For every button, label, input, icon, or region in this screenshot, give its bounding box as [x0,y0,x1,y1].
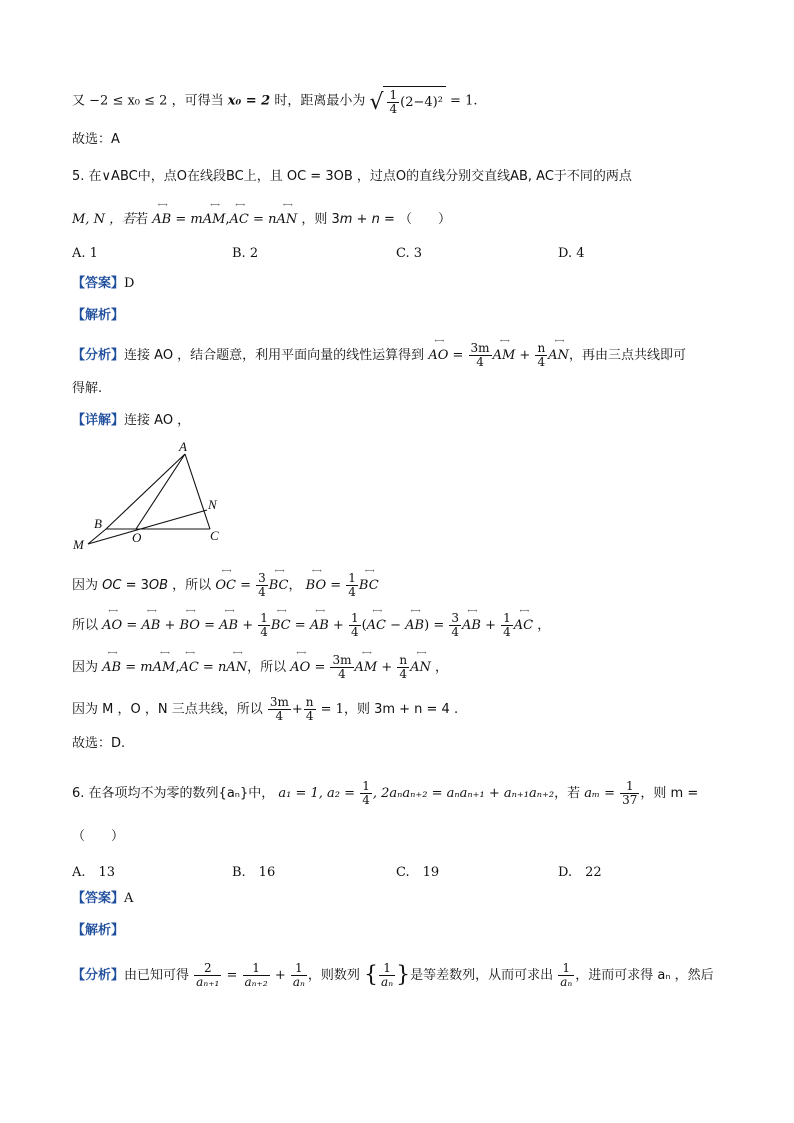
label-A: A [179,439,187,454]
q5-option-b: B. 2 [232,246,259,261]
label-B: B [94,516,102,531]
q6-option-c: C. 19 [396,865,440,880]
label-C: C [210,528,219,543]
q6-answer: 【答案】A [72,891,134,906]
q5-fenxi-cont: 得解. [72,381,103,396]
q6-option-a: A. 13 [72,865,116,880]
q5-choice: 故选：D. [72,736,126,751]
q5-detail-step2: 所以 ←→ AO = ←→ AB + ←→ BO = ←→ AB + $\frac{1}{4}$ ←→ BC = ←→ AB + $\frac{1}{4}$ (←→ AC − ←→ AB) = $\frac{3}{4}$ ←→ AB + $\frac{1}{4}$ ←→ AC ， [72,612,550,639]
q6-stem-line1: 6. 在各项均不为零的数列{aₙ}中， a₁ = 1, a₂ = $\frac{1}{4}$ , 2aₙaₙ₊₂ = aₙaₙ₊₁ + aₙ₊₁aₙ₊₂，若 aₘ = $\frac{1}{37}$ ，则 m = [72,779,699,808]
line-MN [88,510,207,544]
q4-choice: 故选：A [72,132,120,147]
q6-option-b: B. 16 [232,865,276,880]
q5-answer: 【答案】D [72,276,135,291]
side-AB [106,454,185,529]
q5-stem-line1: 5. 在∨ABC中，点O在线段BC上，且 OC = 3OB ，过点O的直线分别交直线AB, AC于不同的两点 [72,169,632,184]
q5-detail-step1: 因为 OC = 3OB ，所以 ←→ OC = $\frac{3}{4}$ ←→ BC， ←→ BO = $\frac{1}{4}$ ←→ BC [72,572,379,599]
q5-stem-line2: M, N ，若若 ←→ AB = m←→ AM,←→ AC = n←→ AN ，则 3m + n = （ ） [72,206,451,226]
side-AC [185,454,210,529]
q5-fenxi-line: 【分析】连接 AO ，结合题意，利用平面向量的线性运算得到 ←→ AO = $\frac{3m}{4}$ ←→ AM + $\frac{n}{4}$ ←→ AN，再由三点共线即可 [72,342,686,369]
q5-detail-step4: 因为 M ，O ，N 三点共线，所以 $\frac{3m}{4}$ + $\frac{n}{4}$ = 1，则 3m + n = 4 . [72,695,459,724]
q6-paren: （ ） [72,829,125,844]
distance-sqrt: √ $\frac{1}{4}$ (2−4)² [369,86,445,116]
label-N: N [208,497,217,512]
q5-option-c: C. 3 [396,246,423,261]
q4-conclusion-line: 又 −2 ≤ x₀ ≤ 2 ，可得当 x₀ = 2 时，距离最小为 √ $\frac{1}{4}$ (2−4)² = 1. [72,86,478,116]
label-M: M [73,537,84,552]
q6-option-d: D. 22 [558,865,602,880]
q5-detail-line: 【详解】连接 AO ， [72,413,191,428]
q5-analysis-tag: 【解析】 [72,308,125,323]
q6-analysis-tag: 【解析】 [72,923,125,938]
triangle-figure [68,436,228,554]
q5-detail-step3: 因为 ←→ AB = m←→ AM,←→ AC = n←→ AN，所以 ←→ AO = $\frac{3m}{4}$ ←→ AM + $\frac{n}{4}$ ←→ AN ， [72,654,448,681]
label-O: O [132,530,142,545]
q6-fenxi-line: 【分析】由已知可得 $\frac{2}{\text{aₙ₊₁}}$ = $\frac{1}{\text{aₙ₊₂}}$ + $\frac{1}{\text{aₙ}}$ ，则数列 { $\frac{1}{\text{aₙ}}$ }是等差数列，从而可求出 $\frac{1}{\text{aₙ}}$ ，进而可求得 aₙ ，然后 [72,961,714,990]
q5-option-a: A. 1 [72,246,98,261]
segment-AO [136,454,185,529]
q5-option-d: D. 4 [558,246,585,261]
